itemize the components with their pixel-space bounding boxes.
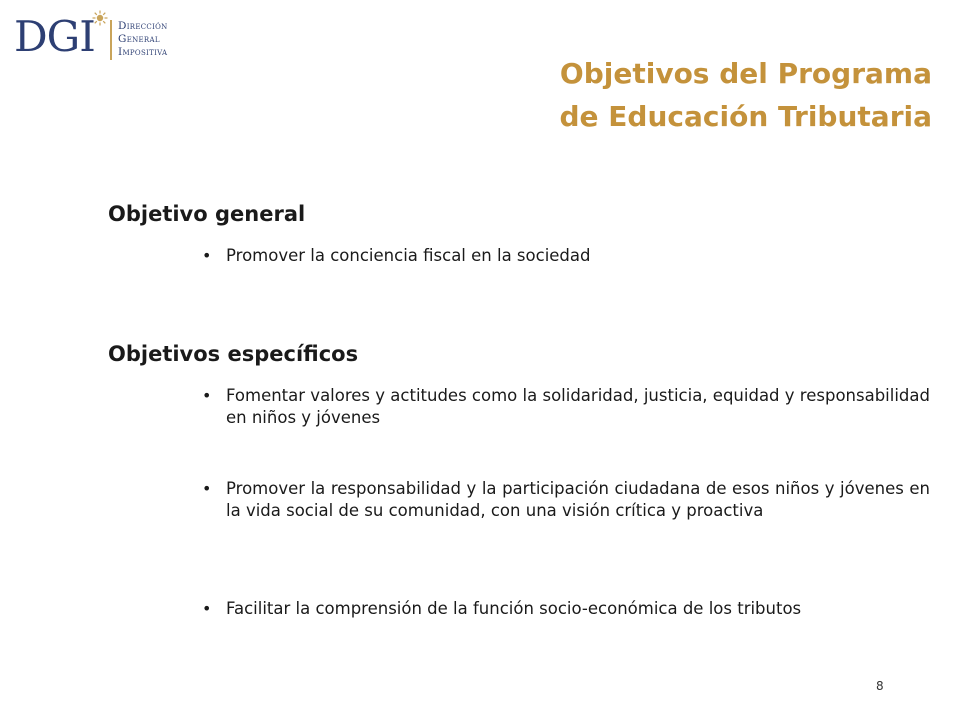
logo-line-1: Dirección [118, 20, 168, 32]
specific-objectives-heading: Objetivos específicos [108, 342, 359, 366]
bullet-text: Facilitar la comprensión de la función socio-económica de los tributos [226, 599, 802, 618]
general-objective-heading: Objetivo general [108, 202, 306, 226]
bullet-icon: • [202, 479, 212, 498]
logo-line-2: General [118, 33, 160, 45]
list-item [200, 478, 930, 522]
bullet-icon: • [202, 386, 212, 405]
bullet-icon: • [202, 246, 212, 265]
sun-icon [92, 10, 108, 26]
list-item [200, 385, 930, 429]
logo-line-3: Impositiva [118, 46, 168, 58]
list-item [200, 598, 930, 620]
general-objective-list [200, 245, 930, 267]
specific-objective-list-2 [200, 478, 930, 522]
title-line-2: de Educación Tributaria [559, 100, 932, 133]
bullet-text: Fomentar valores y actitudes como la solidaridad, justicia, equidad y responsabilidad en niños y jóvenes [226, 386, 930, 427]
logo-mark: DGI [14, 12, 95, 61]
bullet-icon: • [202, 599, 212, 618]
bullet-text: Promover la conciencia fiscal en la sociedad [226, 246, 591, 265]
page-number: 8 [876, 679, 884, 693]
list-item [200, 245, 930, 267]
logo-divider [110, 20, 112, 60]
logo-wordmark [118, 20, 168, 59]
dgi-logo [14, 10, 174, 62]
title-line-1: Objetivos del Programa [559, 57, 932, 90]
specific-objective-list-3 [200, 598, 930, 620]
specific-objective-list-1 [200, 385, 930, 429]
slide-title [292, 52, 932, 138]
bullet-text: Promover la responsabilidad y la participación ciudadana de esos niños y jóvenes en la vida social de su comunidad, con una visión crítica y proactiva [226, 479, 930, 520]
